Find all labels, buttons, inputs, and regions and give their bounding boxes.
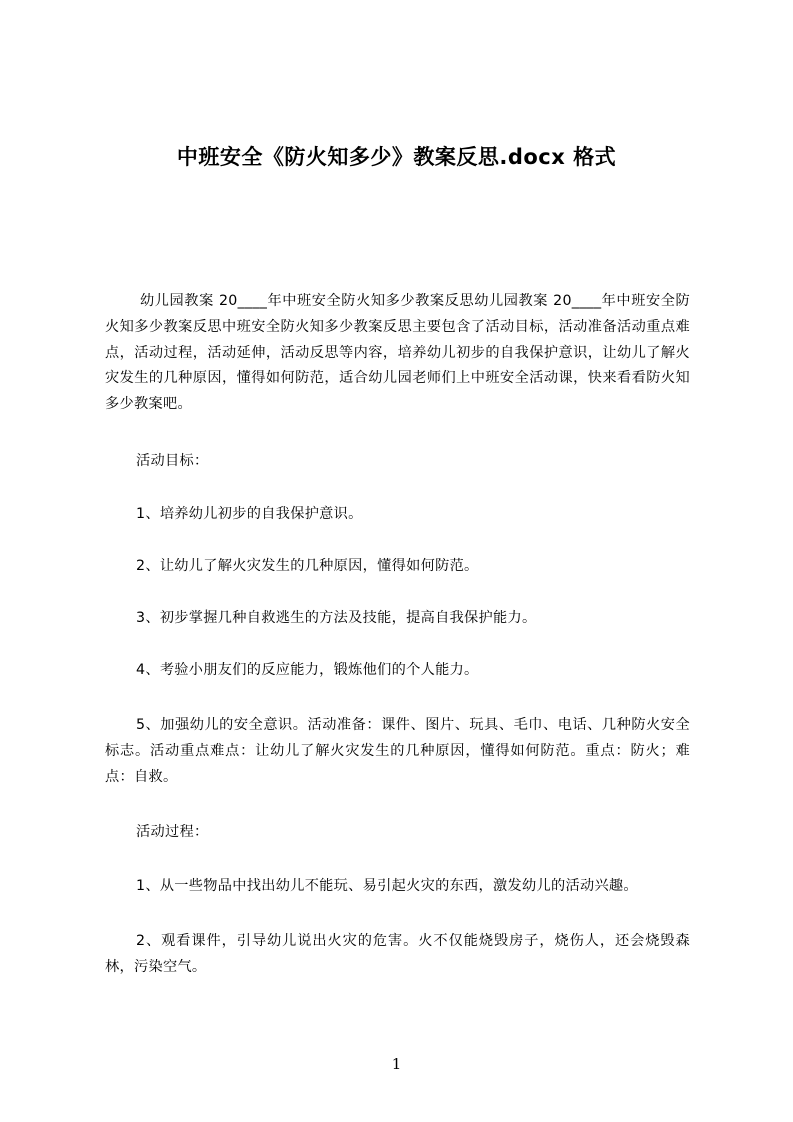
process-item-1: 1、从一些物品中找出幼儿不能玩、易引起火灾的东西，激发幼儿的活动兴趣。 xyxy=(136,878,638,894)
process-item-2: 2、观看课件，引导幼儿说出火灾的危害。火不仅能烧毁房子，烧伤人，还会烧毁森林，污染空气。 xyxy=(105,933,690,975)
goal-item-5: 5、加强幼儿的安全意识。活动准备：课件、图片、玩具、毛巾、电话、几种防火安全标志。活动重点难点：让幼儿了解火灾发生的几种原因，懂得如何防范。重点：防火；难点：自救。 xyxy=(105,717,690,785)
goal-item-4: 4、考验小朋友们的反应能力，锻炼他们的个人能力。 xyxy=(136,662,479,678)
paragraph-intro: 幼儿园教案 20____年中班安全防火知多少教案反思幼儿园教案 20____年中班安全防火知多少教案反思中班安全防火知多少教案反思主要包含了活动目标，活动准备活动重点难点，活动过程，活动延伸，活动反思等内容，培养幼儿初步的自我保护意识，让幼儿了解火灾发生的几种原因，懂得如何防范，适合幼儿园老师们上中班安全活动课，快来看看防火知多少教案吧。 xyxy=(105,293,690,413)
page-number: 1 xyxy=(391,1055,402,1073)
document-title: 中班安全《防火知多少》教案反思.docx 格式 xyxy=(176,145,617,169)
heading-activity-process: 活动过程： xyxy=(136,824,209,840)
goal-item-3: 3、初步掌握几种自救逃生的方法及技能，提高自我保护能力。 xyxy=(136,610,537,626)
heading-activity-goals: 活动目标： xyxy=(136,453,209,469)
goal-item-2: 2、让幼儿了解火灾发生的几种原因，懂得如何防范。 xyxy=(136,558,479,574)
goal-item-1: 1、培养幼儿初步的自我保护意识。 xyxy=(136,506,363,522)
